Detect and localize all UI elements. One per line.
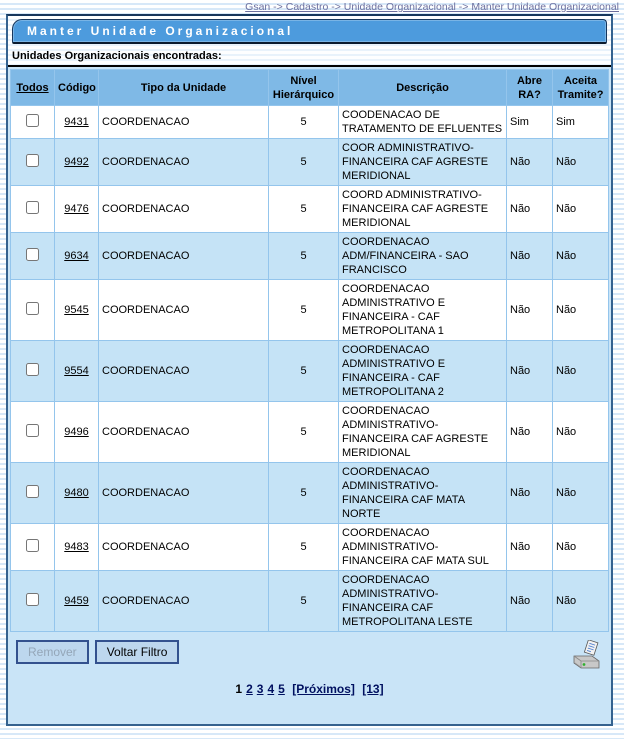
pagination-page-links bbox=[244, 682, 287, 696]
row-codigo-cell bbox=[55, 280, 99, 341]
row-checkbox-cell bbox=[11, 106, 55, 139]
pagination-last-link[interactable]: [13] bbox=[362, 682, 384, 696]
column-header-todos bbox=[11, 70, 55, 106]
row-descricao-cell: COORDENACAO ADMINISTRATIVO E FINANCEIRA - CAF METROPOLITANA 1 bbox=[339, 280, 507, 341]
results-table bbox=[10, 69, 609, 632]
row-aceita-tramite-cell: Não bbox=[553, 280, 609, 341]
column-header-nivel: Nível Hierárquico bbox=[269, 70, 339, 106]
row-checkbox[interactable] bbox=[26, 424, 39, 437]
column-header-tipo: Tipo da Unidade bbox=[99, 70, 269, 106]
row-checkbox[interactable] bbox=[26, 154, 39, 167]
row-tipo-cell: COORDENACAO bbox=[99, 463, 269, 524]
page-title: Manter Unidade Organizacional bbox=[27, 24, 294, 38]
row-checkbox[interactable] bbox=[26, 248, 39, 261]
codigo-link[interactable]: 9634 bbox=[64, 250, 89, 262]
codigo-link[interactable]: 9431 bbox=[64, 116, 89, 128]
row-tipo-cell: COORDENACAO bbox=[99, 186, 269, 233]
row-abre-ra-cell: Não bbox=[507, 186, 553, 233]
column-header-abre-ra: Abre RA? bbox=[507, 70, 553, 106]
row-abre-ra-cell: Não bbox=[507, 463, 553, 524]
row-abre-ra-cell: Sim bbox=[507, 106, 553, 139]
row-aceita-tramite-cell: Não bbox=[553, 524, 609, 571]
row-checkbox-cell bbox=[11, 571, 55, 632]
row-codigo-cell bbox=[55, 233, 99, 280]
row-abre-ra-cell: Não bbox=[507, 402, 553, 463]
codigo-link[interactable]: 9496 bbox=[64, 426, 89, 438]
row-tipo-cell: COORDENACAO bbox=[99, 571, 269, 632]
table-row bbox=[11, 139, 609, 186]
row-abre-ra-cell: Não bbox=[507, 524, 553, 571]
column-header-descricao: Descrição bbox=[339, 70, 507, 106]
row-tipo-cell: COORDENACAO bbox=[99, 524, 269, 571]
table-row bbox=[11, 341, 609, 402]
row-checkbox-cell bbox=[11, 524, 55, 571]
row-codigo-cell bbox=[55, 139, 99, 186]
row-checkbox[interactable] bbox=[26, 302, 39, 315]
row-codigo-cell bbox=[55, 463, 99, 524]
row-abre-ra-cell: Não bbox=[507, 571, 553, 632]
table-row bbox=[11, 524, 609, 571]
row-nivel-cell: 5 bbox=[269, 402, 339, 463]
row-descricao-cell: COORDENACAO ADMINISTRATIVO-FINANCEIRA CAF AGRESTE MERIDIONAL bbox=[339, 402, 507, 463]
pagination bbox=[8, 672, 611, 700]
row-aceita-tramite-cell: Não bbox=[553, 341, 609, 402]
action-bar bbox=[8, 632, 611, 672]
codigo-link[interactable]: 9459 bbox=[64, 595, 89, 607]
row-tipo-cell: COORDENACAO bbox=[99, 280, 269, 341]
codigo-link[interactable]: 9492 bbox=[64, 156, 89, 168]
row-tipo-cell: COORDENACAO bbox=[99, 106, 269, 139]
pagination-page-link[interactable]: 5 bbox=[278, 682, 285, 696]
table-header-row bbox=[11, 70, 609, 106]
row-abre-ra-cell: Não bbox=[507, 280, 553, 341]
row-descricao-cell: COORDENACAO ADM/FINANCEIRA - SAO FRANCISCO bbox=[339, 233, 507, 280]
results-tbody bbox=[11, 106, 609, 632]
pagination-current-page: 1 bbox=[235, 682, 243, 696]
row-aceita-tramite-cell: Não bbox=[553, 571, 609, 632]
row-tipo-cell: COORDENACAO bbox=[99, 402, 269, 463]
row-nivel-cell: 5 bbox=[269, 139, 339, 186]
pagination-page-link[interactable]: 2 bbox=[246, 682, 253, 696]
codigo-link[interactable]: 9545 bbox=[64, 304, 89, 316]
table-row bbox=[11, 106, 609, 139]
row-abre-ra-cell: Não bbox=[507, 139, 553, 186]
row-descricao-cell: COORDENACAO ADMINISTRATIVO-FINANCEIRA CAF METROPOLITANA LESTE bbox=[339, 571, 507, 632]
table-row bbox=[11, 571, 609, 632]
codigo-link[interactable]: 9554 bbox=[64, 365, 89, 377]
row-nivel-cell: 5 bbox=[269, 463, 339, 524]
row-checkbox[interactable] bbox=[26, 539, 39, 552]
table-row bbox=[11, 233, 609, 280]
row-nivel-cell: 5 bbox=[269, 106, 339, 139]
row-checkbox-cell bbox=[11, 402, 55, 463]
row-checkbox-cell bbox=[11, 233, 55, 280]
row-nivel-cell: 5 bbox=[269, 186, 339, 233]
codigo-link[interactable]: 9480 bbox=[64, 487, 89, 499]
row-checkbox[interactable] bbox=[26, 593, 39, 606]
remover-button[interactable]: Remover bbox=[16, 640, 89, 664]
row-nivel-cell: 5 bbox=[269, 280, 339, 341]
row-codigo-cell bbox=[55, 186, 99, 233]
results-panel bbox=[8, 65, 611, 724]
table-row bbox=[11, 280, 609, 341]
row-tipo-cell: COORDENACAO bbox=[99, 233, 269, 280]
column-header-codigo: Código bbox=[55, 70, 99, 106]
row-nivel-cell: 5 bbox=[269, 524, 339, 571]
row-nivel-cell: 5 bbox=[269, 571, 339, 632]
breadcrumb[interactable]: Gsan -> Cadastro -> Unidade Organizacional -> Manter Unidade Organizacional bbox=[245, 1, 619, 13]
main-container bbox=[6, 14, 613, 726]
row-aceita-tramite-cell: Não bbox=[553, 186, 609, 233]
select-all-link[interactable]: Todos bbox=[16, 81, 49, 94]
pagination-page-link[interactable]: 4 bbox=[267, 682, 275, 696]
row-abre-ra-cell: Não bbox=[507, 233, 553, 280]
row-checkbox-cell bbox=[11, 139, 55, 186]
results-found-label: Unidades Organizacionais encontradas: bbox=[12, 50, 222, 62]
voltar-filtro-button[interactable]: Voltar Filtro bbox=[95, 640, 180, 664]
pagination-next-link[interactable]: [Próximos] bbox=[292, 682, 355, 696]
row-aceita-tramite-cell: Sim bbox=[553, 106, 609, 139]
row-checkbox[interactable] bbox=[26, 201, 39, 214]
row-codigo-cell bbox=[55, 106, 99, 139]
row-nivel-cell: 5 bbox=[269, 233, 339, 280]
printer-icon[interactable] bbox=[571, 640, 603, 672]
row-aceita-tramite-cell: Não bbox=[553, 139, 609, 186]
row-aceita-tramite-cell: Não bbox=[553, 402, 609, 463]
row-checkbox[interactable] bbox=[26, 363, 39, 376]
row-checkbox-cell bbox=[11, 186, 55, 233]
column-header-aceita-tramite: Aceita Tramite? bbox=[553, 70, 609, 106]
row-tipo-cell: COORDENACAO bbox=[99, 341, 269, 402]
row-checkbox[interactable] bbox=[26, 114, 39, 127]
table-row bbox=[11, 402, 609, 463]
table-row bbox=[11, 463, 609, 524]
row-checkbox-cell bbox=[11, 280, 55, 341]
row-aceita-tramite-cell: Não bbox=[553, 233, 609, 280]
row-descricao-cell: COORDENACAO ADMINISTRATIVO-FINANCEIRA CAF MATA SUL bbox=[339, 524, 507, 571]
row-aceita-tramite-cell: Não bbox=[553, 463, 609, 524]
row-codigo-cell bbox=[55, 341, 99, 402]
row-descricao-cell: COORDENACAO ADMINISTRATIVO-FINANCEIRA CAF MATA NORTE bbox=[339, 463, 507, 524]
row-descricao-cell: COORD ADMINISTRATIVO-FINANCEIRA CAF AGRESTE MERIDIONAL bbox=[339, 186, 507, 233]
row-checkbox[interactable] bbox=[26, 485, 39, 498]
row-descricao-cell: COOR ADMINISTRATIVO-FINANCEIRA CAF AGRESTE MERIDIONAL bbox=[339, 139, 507, 186]
table-row bbox=[11, 186, 609, 233]
codigo-link[interactable]: 9476 bbox=[64, 203, 89, 215]
row-tipo-cell: COORDENACAO bbox=[99, 139, 269, 186]
row-nivel-cell: 5 bbox=[269, 341, 339, 402]
row-abre-ra-cell: Não bbox=[507, 341, 553, 402]
row-descricao-cell: COODENACAO DE TRATAMENTO DE EFLUENTES bbox=[339, 106, 507, 139]
pagination-page-link[interactable]: 3 bbox=[256, 682, 264, 696]
page-title-bar bbox=[12, 19, 607, 44]
row-descricao-cell: COORDENACAO ADMINISTRATIVO E FINANCEIRA - CAF METROPOLITANA 2 bbox=[339, 341, 507, 402]
row-codigo-cell bbox=[55, 402, 99, 463]
row-codigo-cell bbox=[55, 524, 99, 571]
row-checkbox-cell bbox=[11, 341, 55, 402]
codigo-link[interactable]: 9483 bbox=[64, 541, 89, 553]
row-checkbox-cell bbox=[11, 463, 55, 524]
row-codigo-cell bbox=[55, 571, 99, 632]
